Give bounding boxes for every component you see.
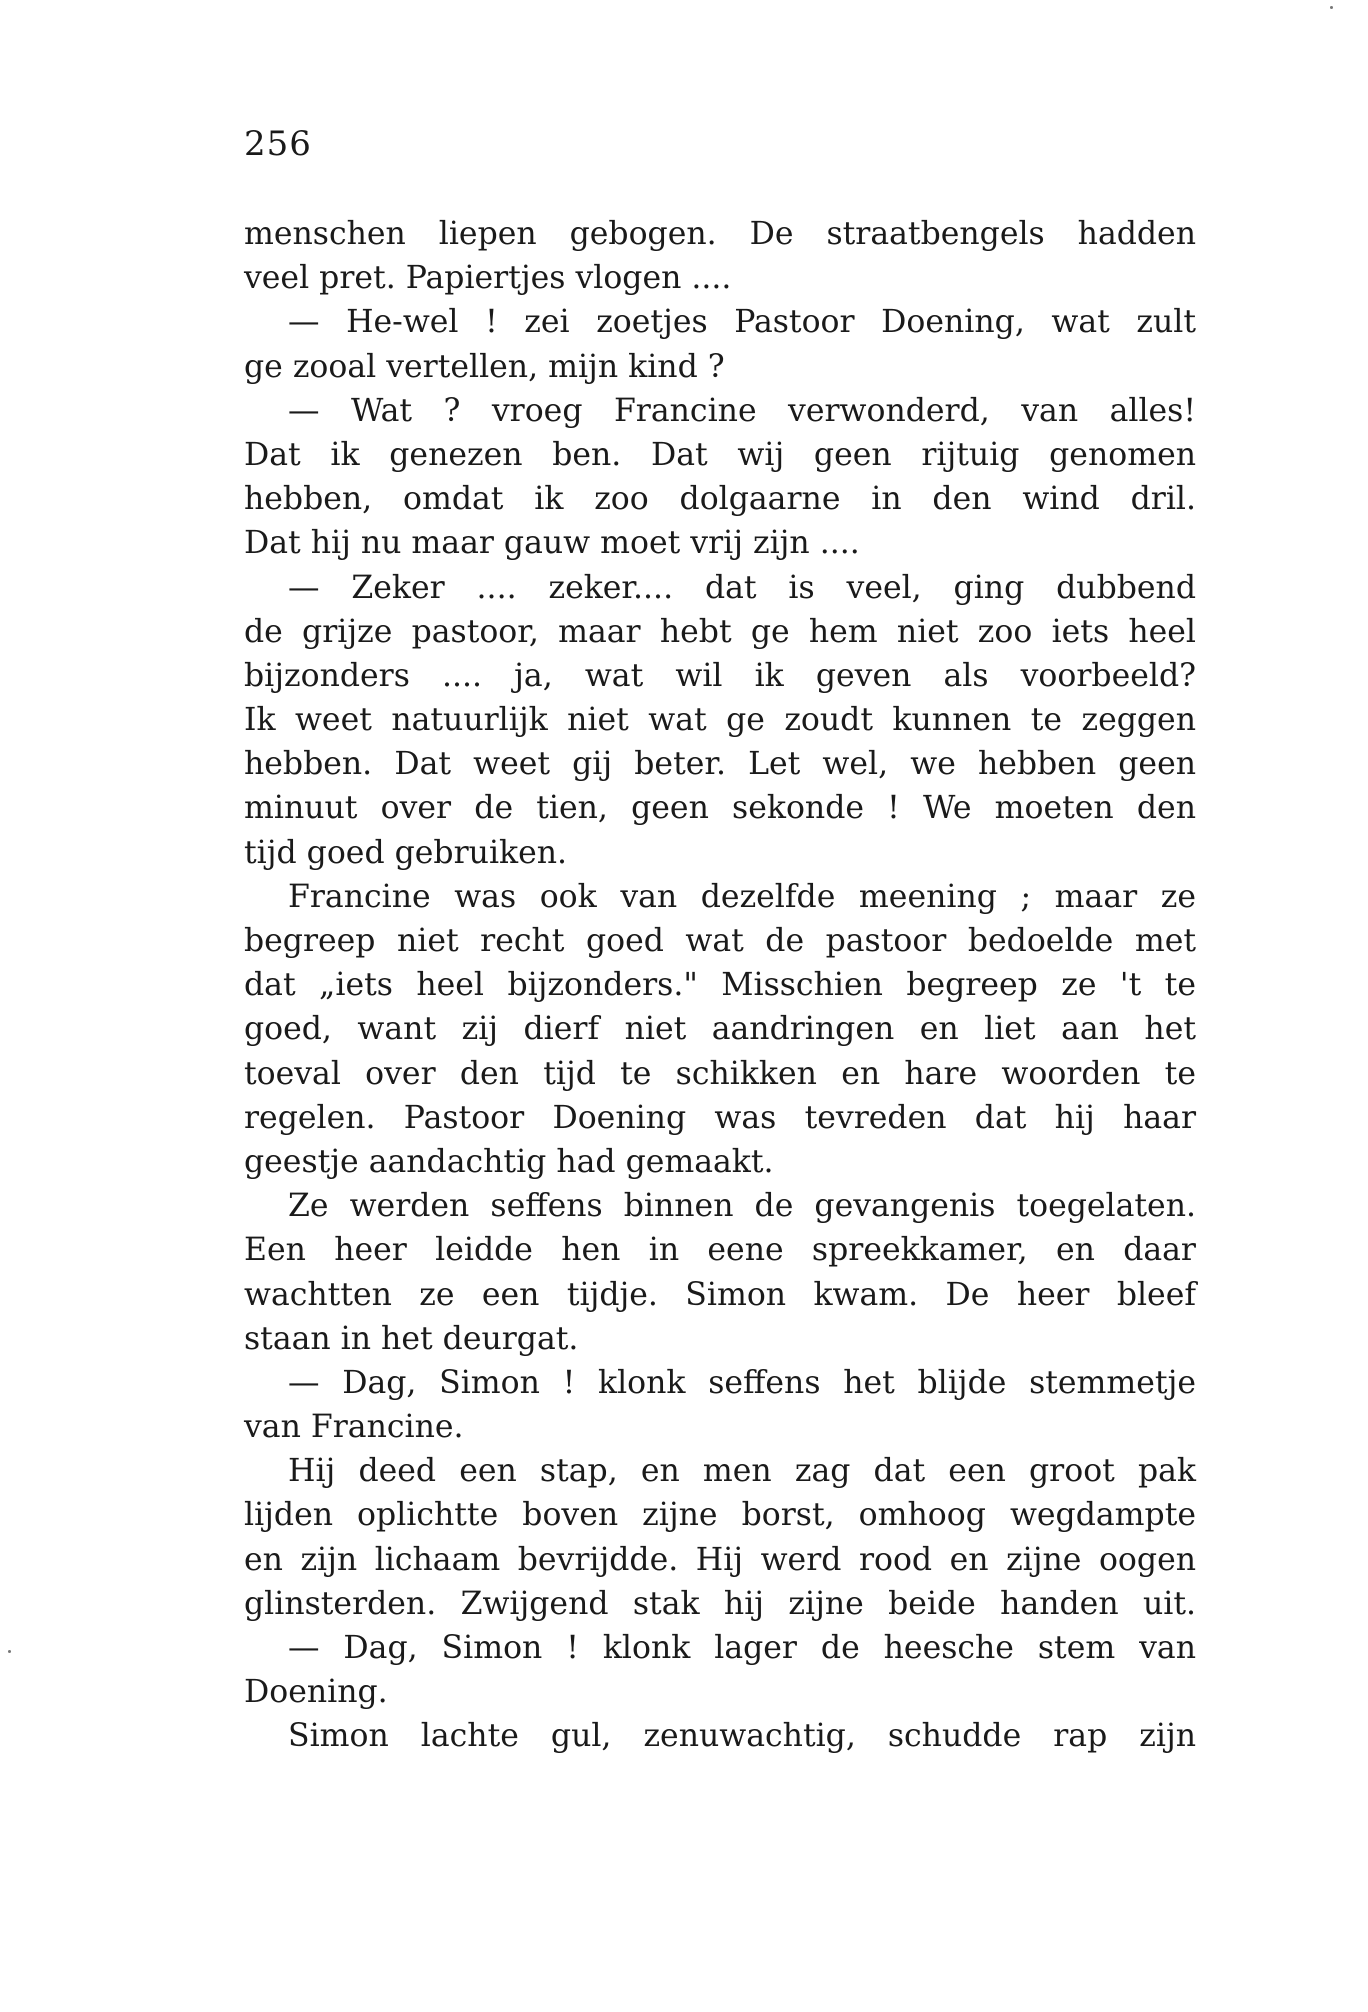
- text-line: begreep niet recht goed wat de pastoor bedoelde met: [244, 923, 1196, 959]
- text-line: en zijn lichaam bevrijdde. Hij werd rood en zijne oogen: [244, 1541, 1196, 1578]
- text-line: ge zooal vertellen, mijn kind ?: [244, 348, 725, 385]
- text-line: Doening.: [244, 1674, 388, 1711]
- text-line: minuut over de tien, geen sekonde ! We moeten den: [244, 790, 1196, 827]
- text-line: van Francine.: [244, 1409, 464, 1446]
- text-line: Dat ik genezen ben. Dat wij geen rijtuig genomen: [244, 436, 1196, 473]
- text-line: Hij deed een stap, en men zag dat een groot pak: [288, 1453, 1196, 1490]
- text-line: Francine was ook van dezelfde meening ; maar ze: [288, 878, 1196, 915]
- text-line: Ze werden seffens binnen de gevangenis toegelaten.: [288, 1188, 1196, 1225]
- text-line: — He-wel ! zei zoetjes Pastoor Doening, wat zult: [288, 304, 1196, 341]
- scan-speck: [1330, 6, 1333, 9]
- text-line: geestje aandachtig had gemaakt.: [244, 1143, 774, 1180]
- text-line: glinsterden. Zwijgend stak hij zijne beide handen uit.: [244, 1585, 1196, 1622]
- text-line: menschen liepen gebogen. De straatbengels hadden: [244, 216, 1196, 252]
- text-line: de grijze pastoor, maar hebt ge hem niet zoo iets heel: [244, 613, 1196, 650]
- text-line: bijzonders .... ja, wat wil ik geven als voorbeeld?: [244, 657, 1196, 694]
- text-line: Een heer leidde hen in eene spreekkamer, en daar: [244, 1232, 1196, 1269]
- text-line: hebben, omdat ik zoo dolgaarne in den wind dril.: [244, 481, 1196, 518]
- text-line: wachtten ze een tijdje. Simon kwam. De heer bleef: [244, 1276, 1196, 1313]
- text-line: toeval over den tijd te schikken en hare woorden te: [244, 1055, 1196, 1092]
- text-line: lijden oplichtte boven zijne borst, omhoog wegdampte: [244, 1497, 1196, 1534]
- text-line: Dat hij nu maar gauw moet vrij zijn ....: [244, 525, 860, 562]
- text-line: — Dag, Simon ! klonk lager de heesche stem van: [288, 1630, 1196, 1666]
- text-line: regelen. Pastoor Doening was tevreden dat hij haar: [244, 1099, 1196, 1136]
- text-line: goed, want zij dierf niet aandringen en liet aan het: [244, 1011, 1196, 1048]
- text-line: — Wat ? vroeg Francine verwonderd, van alles!: [288, 392, 1196, 429]
- text-line: veel pret. Papiertjes vlogen ....: [244, 260, 732, 297]
- body-text: [244, 212, 1196, 1759]
- text-line: hebben. Dat weet gij beter. Let wel, we hebben geen: [244, 746, 1196, 783]
- text-line: staan in het deurgat.: [244, 1320, 579, 1357]
- scan-speck: [8, 1650, 11, 1653]
- text-line: Simon lachte gul, zenuwachtig, schudde rap zijn: [288, 1718, 1196, 1755]
- text-line: dat „iets heel bijzonders." Misschien begreep ze 't te: [244, 967, 1196, 1004]
- page-number: 256: [244, 124, 312, 164]
- text-line: tijd goed gebruiken.: [244, 834, 568, 871]
- text-line: — Dag, Simon ! klonk seffens het blijde stemmetje: [288, 1364, 1196, 1401]
- text-line: — Zeker .... zeker.... dat is veel, ging dubbend: [288, 569, 1196, 606]
- text-line: Ik weet natuurlijk niet wat ge zoudt kunnen te zeggen: [244, 702, 1196, 739]
